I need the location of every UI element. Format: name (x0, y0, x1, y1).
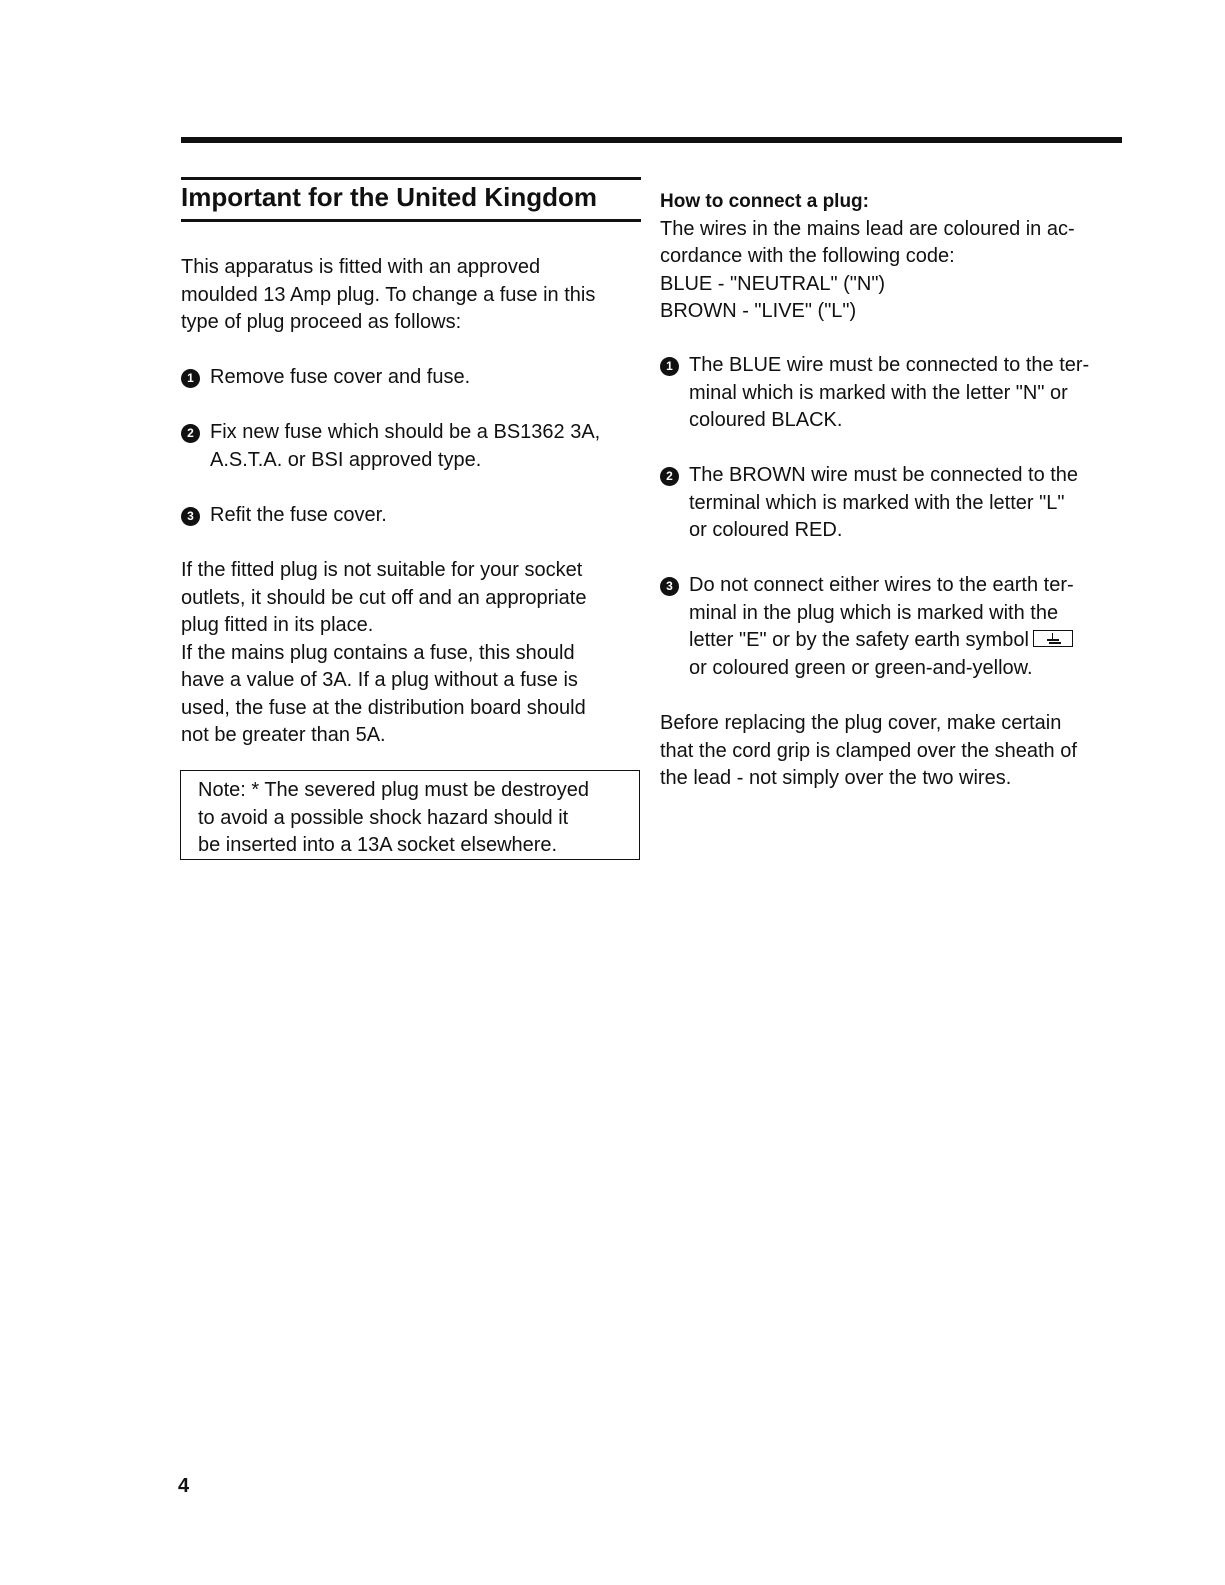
step-number-icon: 3 (181, 507, 200, 526)
text-line: be inserted into a 13A socket elsewhere. (198, 834, 558, 856)
text-line: If the mains plug contains a fuse, this should (181, 641, 575, 664)
connect-step-2 (660, 462, 1078, 545)
text-line: minal which is marked with the letter "N" or (689, 381, 1068, 404)
step-number-icon: 2 (181, 424, 200, 443)
text-line: The BLUE wire must be connected to the ter- (689, 354, 1090, 376)
heading-top-rule (181, 177, 641, 180)
text-line: BLUE - "NEUTRAL" ("N") (660, 272, 886, 295)
plug-paragraph (181, 557, 586, 750)
text-line: plug fitted in its place. (181, 614, 374, 636)
text-line: A.S.T.A. or BSI approved type. (210, 448, 482, 471)
text-line: outlets, it should be cut off and an appropriate (181, 586, 587, 609)
cover-paragraph (660, 710, 1077, 793)
text-line: minal in the plug which is marked with the (689, 601, 1059, 624)
step-number-icon: 3 (660, 577, 679, 596)
text-line: that the cord grip is clamped over the sheath of (660, 739, 1077, 762)
text-line: cordance with the following code: (660, 245, 955, 267)
text-line: The BROWN wire must be connected to the (689, 464, 1079, 486)
text-line: Do not connect either wires to the earth ter- (689, 574, 1074, 596)
text-line: not be greater than 5A. (181, 724, 386, 746)
step-number-icon: 1 (181, 369, 200, 388)
heading-bottom-rule (181, 219, 641, 222)
step-3 (181, 502, 387, 530)
text-line: have a value of 3A. If a plug without a fuse is (181, 669, 578, 691)
text-line: The wires in the mains lead are coloured in ac- (660, 217, 1075, 240)
text-line: used, the fuse at the distribution board should (181, 696, 586, 719)
step-number-icon: 2 (660, 467, 679, 486)
text-line: the lead - not simply over the two wires. (660, 767, 1012, 789)
connect-step-1 (660, 352, 1089, 435)
text-line: to avoid a possible shock hazard should it (198, 806, 569, 829)
text-line: type of plug proceed as follows: (181, 311, 462, 333)
text-line: or coloured RED. (689, 519, 843, 541)
text-line: Refit the fuse cover. (210, 504, 387, 526)
page-number: 4 (178, 1475, 190, 1497)
connect-intro (660, 188, 1075, 326)
step-2 (181, 419, 600, 474)
text-line: BROWN - "LIVE" ("L") (660, 300, 857, 322)
text-line: letter "E" or by the safety earth symbol (689, 629, 1029, 651)
intro-paragraph (181, 254, 595, 337)
text-line: If the fitted plug is not suitable for your socket (181, 559, 583, 581)
text-line: coloured BLACK. (689, 409, 843, 431)
note-box (180, 770, 640, 860)
subsection-title: How to connect a plug: (660, 191, 869, 212)
text-line: Remove fuse cover and fuse. (210, 366, 471, 388)
step-1 (181, 364, 470, 392)
section-title: Important for the United Kingdom (181, 182, 597, 212)
text-line: This apparatus is fitted with an approved (181, 256, 541, 278)
earth-symbol-icon (1033, 630, 1073, 647)
text-line: Before replacing the plug cover, make certain (660, 712, 1062, 734)
top-rule (181, 137, 1122, 143)
text-line: Note: * The severed plug must be destroyed (198, 779, 589, 801)
text-line: or coloured green or green-and-yellow. (689, 656, 1033, 679)
text-line: moulded 13 Amp plug. To change a fuse in this (181, 283, 596, 306)
text-line: terminal which is marked with the letter "L" (689, 491, 1065, 514)
connect-step-3 (660, 572, 1074, 682)
step-number-icon: 1 (660, 357, 679, 376)
text-line: Fix new fuse which should be a BS1362 3A, (210, 421, 601, 443)
